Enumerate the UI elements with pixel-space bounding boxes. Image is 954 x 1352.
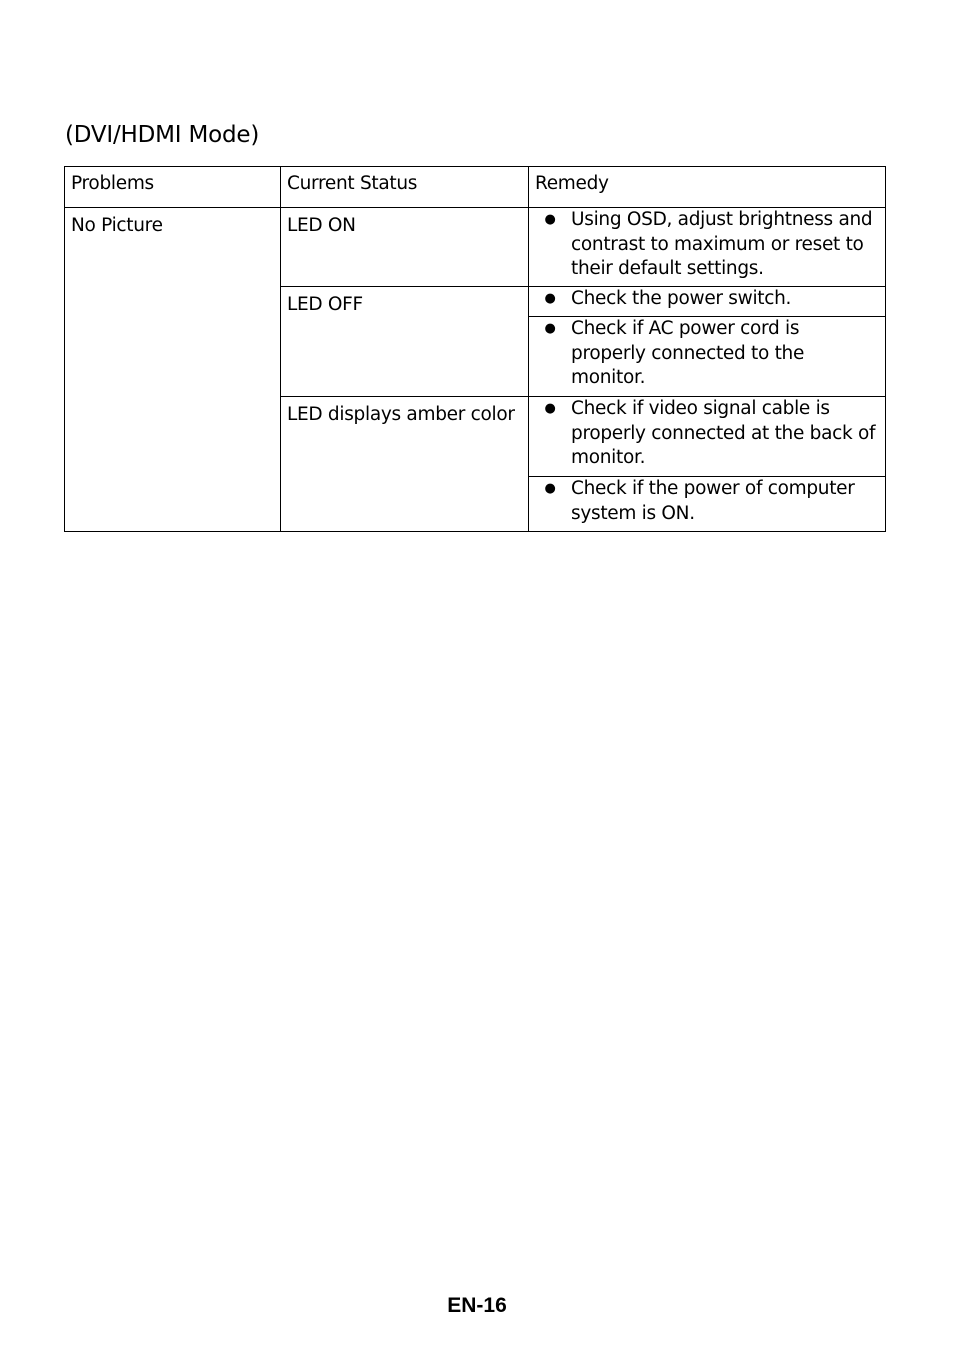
status-cell: LED displays amber color	[281, 397, 529, 532]
remedy-cell	[529, 317, 886, 397]
bullet-icon: ●	[544, 401, 556, 416]
header-problems: Problems	[65, 167, 281, 208]
list-item	[529, 397, 879, 471]
problem-cell: No Picture	[65, 208, 281, 532]
list-item	[529, 317, 879, 391]
list-item	[529, 208, 879, 282]
remedy-text: Using OSD, adjust brightness and contrast to maximum or reset to their default settings.	[571, 209, 873, 279]
remedy-cell	[529, 287, 886, 317]
table-header-row	[65, 167, 886, 208]
bullet-icon: ●	[544, 481, 556, 496]
remedy-text: Check if the power of computer system is ON.	[571, 478, 855, 524]
remedy-text: Check the power switch.	[571, 288, 792, 309]
table-row	[65, 208, 886, 287]
status-cell: LED ON	[281, 208, 529, 287]
list-item	[529, 477, 879, 526]
header-current-status: Current Status	[281, 167, 529, 208]
status-cell: LED OFF	[281, 287, 529, 397]
remedy-text: Check if video signal cable is properly connected at the back of monitor.	[571, 398, 876, 468]
remedy-cell	[529, 477, 886, 532]
header-remedy: Remedy	[529, 167, 886, 208]
section-title: (DVI/HDMI Mode)	[65, 122, 260, 148]
bullet-icon: ●	[544, 291, 556, 306]
page-number: EN-16	[447, 1294, 507, 1317]
remedy-cell	[529, 397, 886, 477]
troubleshooting-table	[64, 166, 886, 532]
remedy-text: Check if AC power cord is properly connected to the monitor.	[571, 318, 805, 388]
bullet-icon: ●	[544, 212, 556, 227]
bullet-icon: ●	[544, 321, 556, 336]
list-item	[529, 287, 879, 312]
remedy-cell	[529, 208, 886, 287]
